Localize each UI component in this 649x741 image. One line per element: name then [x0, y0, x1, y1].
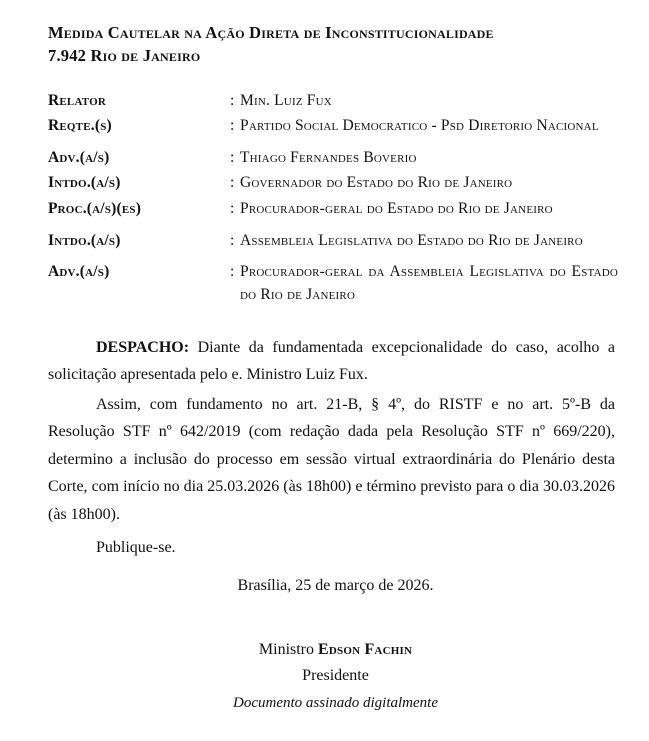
party-colon: :: [230, 148, 235, 166]
page-title: [48, 22, 615, 68]
case-number: 7.942: [48, 45, 87, 65]
party-value: Min. Luiz Fux: [240, 91, 332, 109]
ordinal-indicator: º: [570, 395, 575, 413]
party-value: Procurador-geral da Assembleia Legislativa do Estado do Rio de Janeiro: [240, 263, 618, 303]
signer-role: Presidente: [302, 667, 369, 685]
table-row: [48, 90, 618, 116]
table-row: [48, 115, 618, 147]
parties-table-body: [48, 90, 618, 310]
party-colon: :: [230, 117, 235, 135]
parties-table: [48, 90, 618, 310]
fundamento-text-d: 642/2019 (com redação dada pela Resolução STF n: [171, 423, 540, 441]
ordinal-indicator: º: [396, 395, 402, 413]
paragraph-fundamento: [48, 391, 615, 529]
table-row: [48, 172, 618, 198]
party-label: Adv.(a/s): [48, 148, 110, 166]
signature-block: [48, 637, 615, 715]
party-value: Partido Social Democratico - Psd Diretorio Nacional: [240, 117, 599, 135]
party-colon: :: [230, 200, 235, 218]
party-value: Governador do Estado do Rio de Janeiro: [240, 174, 513, 192]
ordinal-indicator: º: [166, 423, 172, 441]
case-origin: Rio de Janeiro: [90, 45, 201, 65]
table-row: [48, 147, 618, 173]
party-colon: :: [230, 91, 235, 109]
party-label: Intdo.(a/s): [48, 231, 121, 249]
table-row: [48, 198, 618, 230]
table-row: [48, 261, 618, 309]
party-value: Procurador-geral do Estado do Rio de Janeiro: [240, 200, 553, 218]
ordinal-indicator: º: [540, 423, 545, 441]
signature-note: Documento assinado digitalmente: [233, 694, 438, 711]
party-label: Relator: [48, 91, 107, 109]
despacho-text: Diante da fundamentada excepcionalidade do caso, acolho a solicitação apresentada pelo e. Ministro Luiz Fux.: [48, 338, 615, 384]
party-value: Thiago Fernandes Boverio: [240, 148, 417, 166]
fundamento-text-a: Assim, com fundamento no art. 21-B, § 4: [96, 395, 397, 413]
paragraph-despacho: [48, 334, 615, 389]
despacho-label: DESPACHO:: [96, 338, 190, 356]
signer-name: Edson Fachin: [318, 641, 413, 659]
table-row: [48, 230, 618, 262]
paragraph-publique: Publique-se.: [96, 539, 176, 557]
document-body: [48, 334, 615, 716]
party-label: Adv.(a/s): [48, 263, 110, 281]
party-label: Reqte.(s): [48, 117, 112, 135]
fundamento-text-e: 669/220), determino a inclusão do processo em sessão virtual extraordinária do Plenário desta Corte, com início no dia 25.03.2026 (às 18h00) e término previsto para o dia 30.03.2026 (às 18h00).: [48, 423, 616, 523]
fundamento-text-c: -B da Resolução STF n: [48, 395, 616, 441]
signer-prefix: Ministro: [258, 641, 319, 659]
party-label: Proc.(a/s)(es): [48, 200, 142, 218]
party-label: Intdo.(a/s): [48, 174, 121, 192]
date-line: Brasília, 25 de março de 2026.: [237, 576, 434, 594]
signer-line: [56, 637, 615, 663]
party-value: Assembleia Legislativa do Estado do Rio de Janeiro: [240, 231, 583, 249]
party-colon: :: [230, 263, 235, 281]
fundamento-text-b: , do RISTF e no art. 5: [401, 395, 571, 413]
title-main: Medida Cautelar na Ação Direta de Inconstitucionalidade: [48, 23, 494, 42]
party-colon: :: [230, 231, 235, 249]
party-colon: :: [230, 174, 235, 192]
